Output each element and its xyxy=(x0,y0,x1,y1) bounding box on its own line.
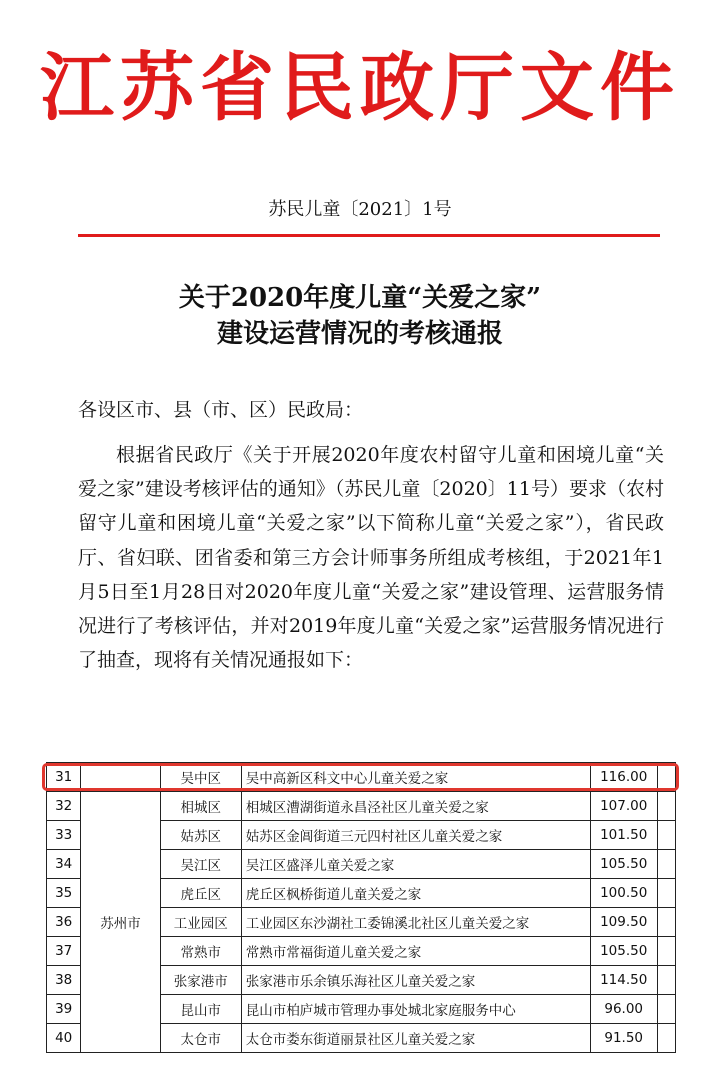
score-cell: 96.00 xyxy=(590,995,657,1024)
facility-name-cell: 昆山市柏庐城市管理办事处城北家庭服务中心 xyxy=(241,995,590,1024)
score-cell: 100.50 xyxy=(590,879,657,908)
row-number: 40 xyxy=(47,1024,81,1053)
blank-cell xyxy=(657,908,675,937)
row-number: 31 xyxy=(47,763,81,792)
district-cell: 吴江区 xyxy=(160,850,241,879)
facility-name-cell: 常熟市常福街道儿童关爱之家 xyxy=(241,937,590,966)
facility-name-cell: 姑苏区金阊街道三元四村社区儿童关爱之家 xyxy=(241,821,590,850)
facility-name-cell: 太仓市娄东街道丽景社区儿童关爱之家 xyxy=(241,1024,590,1053)
district-cell: 张家港市 xyxy=(160,966,241,995)
red-divider-line xyxy=(78,234,660,237)
score-cell: 101.50 xyxy=(590,821,657,850)
document-header-title: 江苏省民政厅文件 xyxy=(40,45,680,131)
blank-cell xyxy=(657,966,675,995)
district-cell: 姑苏区 xyxy=(160,821,241,850)
score-cell: 105.50 xyxy=(590,937,657,966)
facility-name-cell: 相城区漕湖街道永昌泾社区儿童关爱之家 xyxy=(241,792,590,821)
assessment-score-table xyxy=(46,762,676,1053)
score-cell: 116.00 xyxy=(590,763,657,792)
body-paragraph: 根据省民政厅《关于开展2020年度农村留守儿童和困境儿童“关爱之家”建设考核评估的通知》（苏民儿童〔2020〕11号）要求（农村留守儿童和困境儿童“关爱之家”以下简称儿童“关爱之家”），省民政厅、省妇联、团省委和第三方会计师事务所组成考核组，于2021年1月5日至1月28日对2020年度儿童“关爱之家”建设管理、运营服务情况进行了考核评估，并对2019年度儿童“关爱之家”运营服务情况进行了抽查，现将有关情况通报如下： xyxy=(78,444,664,672)
facility-name-cell: 张家港市乐余镇乐海社区儿童关爱之家 xyxy=(241,966,590,995)
score-cell: 105.50 xyxy=(590,850,657,879)
district-cell: 工业园区 xyxy=(160,908,241,937)
row-number: 38 xyxy=(47,966,81,995)
facility-name-cell: 虎丘区枫桥街道儿童关爱之家 xyxy=(241,879,590,908)
blank-cell xyxy=(657,879,675,908)
district-cell: 吴中区 xyxy=(160,763,241,792)
blank-cell xyxy=(657,937,675,966)
district-cell: 昆山市 xyxy=(160,995,241,1024)
district-cell: 常熟市 xyxy=(160,937,241,966)
blank-cell xyxy=(657,1024,675,1053)
blank-cell xyxy=(657,821,675,850)
facility-name-cell: 吴中高新区科文中心儿童关爱之家 xyxy=(241,763,590,792)
district-cell: 相城区 xyxy=(160,792,241,821)
facility-name-cell: 工业园区东沙湖社工委锦溪北社区儿童关爱之家 xyxy=(241,908,590,937)
score-cell: 107.00 xyxy=(590,792,657,821)
document-number: 苏民儿童〔2021〕1号 xyxy=(268,199,452,220)
document-title-line-2: 建设运营情况的考核通报 xyxy=(216,319,503,349)
salutation: 各设区市、县（市、区）民政局： xyxy=(78,399,364,421)
row-number: 32 xyxy=(47,792,81,821)
table-row xyxy=(47,763,676,792)
blank-cell xyxy=(657,763,675,792)
row-number: 33 xyxy=(47,821,81,850)
blank-cell xyxy=(657,850,675,879)
score-cell: 91.50 xyxy=(590,1024,657,1053)
table-row xyxy=(47,792,676,821)
row-number: 39 xyxy=(47,995,81,1024)
facility-name-cell: 吴江区盛泽儿童关爱之家 xyxy=(241,850,590,879)
district-cell: 虎丘区 xyxy=(160,879,241,908)
city-cell: 苏州市 xyxy=(81,792,160,1053)
row-number: 36 xyxy=(47,908,81,937)
document-title-line-1: 关于2020年度儿童“关爱之家” xyxy=(178,283,542,313)
blank-cell xyxy=(657,792,675,821)
district-cell: 太仓市 xyxy=(160,1024,241,1053)
blank-cell xyxy=(657,995,675,1024)
score-cell: 114.50 xyxy=(590,966,657,995)
document-title xyxy=(0,280,720,352)
city-cell xyxy=(81,763,160,792)
row-number: 34 xyxy=(47,850,81,879)
row-number: 35 xyxy=(47,879,81,908)
score-cell: 109.50 xyxy=(590,908,657,937)
row-number: 37 xyxy=(47,937,81,966)
